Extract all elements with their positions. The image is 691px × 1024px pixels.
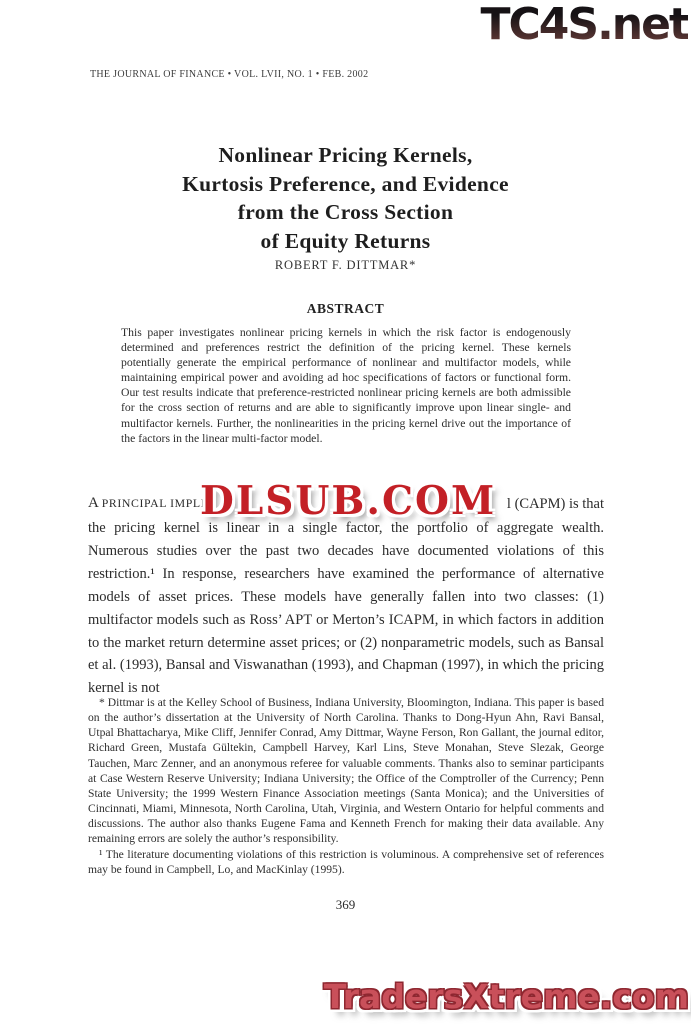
author-name: ROBERT F. DITTMAR* xyxy=(274,258,417,272)
intro-paragraph: the pricing kernel is linear in a single factor, the portfolio of aggregate wealth. Numerous studies over the past two decades have documented violations of this restriction.¹ In response, researchers have examined the performance of alternative models of asset prices. These models have generally fallen into two classes: (1) multifactor models such as Ross’ APT or Merton’s ICAPM, in which factors in addition to the market return determine asset prices; or (2) nonparametric models, such as Bansal et al. (1993), Bansal and Viswanathan (1993), and Chapman (1997), in which the pricing kernel is not xyxy=(88,520,604,697)
watermark-tradersxtreme: TradersXtreme.com xyxy=(323,977,689,1016)
title-line: Nonlinear Pricing Kernels, xyxy=(218,143,473,167)
title-line: of Equity Returns xyxy=(260,228,431,253)
abstract-heading: ABSTRACT xyxy=(306,301,385,316)
footnote-1: ¹ The literature documenting violations of this restriction is voluminous. A comprehensive set of references may be found in Campbell, Lo, and MacKinlay (1995). xyxy=(88,847,604,876)
intro-smallcaps-fragment: PRINCIPAL IMPLIC xyxy=(101,496,214,510)
footnote-block xyxy=(88,695,604,877)
abstract-text: This paper investigates nonlinear pricing kernels in which the risk factor is endogenously determined and preferences restrict the definition of the pricing kernel. These kernels potentially generate the empirical performance of nonlinear and multifactor models, while maintaining empirical power and avoiding ad hoc specifications of factors or functional form. Our test results indicate that preference-restricted nonlinear pricing kernels are both admissible for the cross section of returns and are able to significantly improve upon linear single- and multifactor kernels. Further, the nonlinearities in the pricing kernel drive out the importance of the factors in the linear multi-factor model. xyxy=(121,326,571,445)
footnote-star: * Dittmar is at the Kelley School of Business, Indiana University, Bloomington, Indiana. This paper is based on the author’s dissertation at the University of North Carolina. Thanks to Dong-Hyun Ahn, Ravi Bansal, Utpal Bhattacharya, Mike Cliff, Jennifer Conrad, Amy Dittmar, Wayne Ferson, Ron Gallant, the journal editor, Richard Green, Mustafa Gültekin, Campbell Harvey, Karl Lins, Steve Monahan, Steve Slezak, George Tauchen, Marc Zenner, and an anonymous referee for valuable comments. Thanks also to seminar participants at Case Western Reserve University; Indiana University; the Office of the Comptroller of the Currency; Penn State University; the 1999 Western Finance Association meetings (Santa Monica); and the Universities of Cincinnati, Miami, Minnesota, North Carolina, Utah, Virginia, and Western Ontario for helpful comments and discussions. The author also thanks Eugene Fama and Kenneth French for making their data available. Any remaining errors are solely the author’s responsibility. xyxy=(88,696,604,846)
paper-title xyxy=(0,141,691,255)
page-number: 369 xyxy=(335,897,356,912)
title-line: Kurtosis Preference, and Evidence xyxy=(182,171,509,196)
watermark-tc4s: TC4S.net xyxy=(480,0,688,50)
intro-fragment-after-watermark: l (CAPM) is that xyxy=(506,496,604,512)
journal-header: THE JOURNAL OF FINANCE • VOL. LVII, NO. 1 • FEB. 2002 xyxy=(90,69,369,80)
title-line: from the Cross Section xyxy=(237,200,454,224)
watermark-dlsub: DLSUB.COM xyxy=(200,478,497,524)
intro-first-line xyxy=(88,478,604,524)
intro-lead-cap: A xyxy=(88,495,102,511)
